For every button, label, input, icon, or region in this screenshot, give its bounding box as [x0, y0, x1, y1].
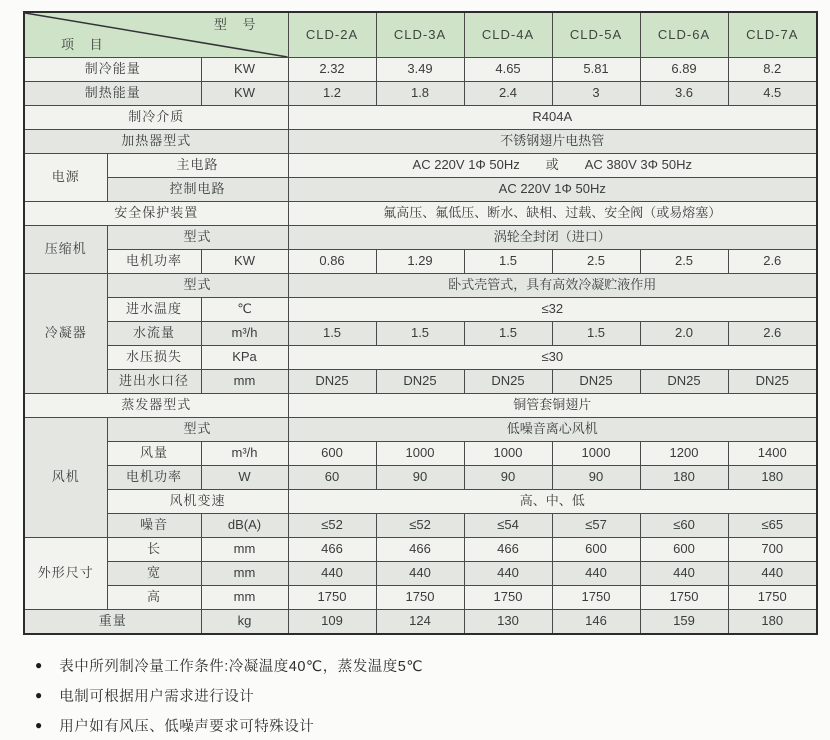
spec-value-cell: 1000 — [464, 442, 552, 466]
spec-value-cell: 2.32 — [288, 58, 376, 82]
row-label: 加热器型式 — [24, 130, 288, 154]
group-label-condenser: 冷凝器 — [24, 274, 107, 394]
column-header-model: CLD-3A — [376, 12, 464, 58]
row-heating-capacity — [24, 82, 817, 106]
row-refrigerant — [24, 106, 817, 130]
group-label-fan: 风机 — [24, 418, 107, 538]
row-label: 主电路 — [107, 154, 288, 178]
spec-value-cell: 466 — [464, 538, 552, 562]
group-label-dimensions: 外形尺寸 — [24, 538, 107, 610]
row-label: 型式 — [107, 418, 288, 442]
bullet-icon: ● — [35, 658, 43, 672]
spec-value-cell: ≤57 — [552, 514, 640, 538]
spec-value-cell: 180 — [640, 466, 728, 490]
spec-value-cell: 高、中、低 — [288, 490, 817, 514]
unit-cell: m³/h — [201, 442, 288, 466]
spec-value-cell: 1.2 — [288, 82, 376, 106]
row-dimension-width — [24, 562, 817, 586]
spec-value-cell: 440 — [552, 562, 640, 586]
spec-value-cell: 1.5 — [552, 322, 640, 346]
spec-value-cell: 不锈钢翅片电热管 — [288, 130, 817, 154]
spec-value-cell: 卧式壳管式，具有高效冷凝贮液作用 — [288, 274, 817, 298]
footnotes — [23, 650, 830, 740]
spec-value-cell: 氟高压、氟低压、断水、缺相、过载、安全阀（或易熔塞） — [288, 202, 817, 226]
spec-value-cell: 440 — [728, 562, 817, 586]
row-label: 制热能量 — [24, 82, 201, 106]
row-condenser-pipe-diameter — [24, 370, 817, 394]
spec-value-cell: AC 220V 1Φ 50Hz — [288, 178, 817, 202]
spec-value-cell: 1750 — [640, 586, 728, 610]
note-item — [35, 680, 830, 710]
spec-value-cell: 1000 — [376, 442, 464, 466]
unit-cell: W — [201, 466, 288, 490]
row-label: 安全保护装置 — [24, 202, 288, 226]
unit-cell: KW — [201, 58, 288, 82]
column-header-model: CLD-6A — [640, 12, 728, 58]
spec-value-cell: 2.6 — [728, 322, 817, 346]
row-label: 型式 — [107, 226, 288, 250]
row-label: 控制电路 — [107, 178, 288, 202]
row-condenser-pressure-loss — [24, 346, 817, 370]
row-dimension-length — [24, 538, 817, 562]
spec-value-cell: ≤60 — [640, 514, 728, 538]
row-label: 风量 — [107, 442, 201, 466]
note-item — [35, 650, 830, 680]
row-label: 进出水口径 — [107, 370, 201, 394]
row-label: 制冷能量 — [24, 58, 201, 82]
spec-value-cell: 1.5 — [376, 322, 464, 346]
note-text: 用户如有风压、低噪声要求可特殊设计 — [59, 718, 315, 735]
spec-value-cell: DN25 — [728, 370, 817, 394]
spec-value-cell: 5.81 — [552, 58, 640, 82]
row-label: 水压损失 — [107, 346, 201, 370]
row-label: 长 — [107, 538, 201, 562]
spec-value-cell: 600 — [552, 538, 640, 562]
row-label: 重量 — [24, 610, 201, 635]
row-label: 宽 — [107, 562, 201, 586]
spec-value-cell: 1.5 — [288, 322, 376, 346]
spec-value-cell: 60 — [288, 466, 376, 490]
spec-value-cell: 180 — [728, 610, 817, 635]
row-label: 噪音 — [107, 514, 201, 538]
unit-cell: KW — [201, 82, 288, 106]
spec-value-cell: 600 — [288, 442, 376, 466]
column-header-model: CLD-2A — [288, 12, 376, 58]
spec-value-cell: 涡轮全封闭（进口） — [288, 226, 817, 250]
spec-value-cell: ≤32 — [288, 298, 817, 322]
spec-value-cell: R404A — [288, 106, 817, 130]
spec-value-cell: 466 — [376, 538, 464, 562]
row-fan-motor-power — [24, 466, 817, 490]
spec-value-cell: 2.5 — [640, 250, 728, 274]
spec-value-cell: 3 — [552, 82, 640, 106]
unit-cell: mm — [201, 562, 288, 586]
spec-value-cell: 低噪音离心风机 — [288, 418, 817, 442]
row-label: 水流量 — [107, 322, 201, 346]
spec-value-cell: 1.8 — [376, 82, 464, 106]
row-label: 蒸发器型式 — [24, 394, 288, 418]
row-compressor-motor — [24, 250, 817, 274]
unit-cell: ℃ — [201, 298, 288, 322]
row-evaporator-type — [24, 394, 817, 418]
corner-item-label: 项 目 — [61, 36, 109, 52]
spec-value-cell: ≤65 — [728, 514, 817, 538]
spec-value-cell: 3.6 — [640, 82, 728, 106]
spec-value-cell: 2.4 — [464, 82, 552, 106]
spec-value-cell: 4.5 — [728, 82, 817, 106]
spec-value-cell: DN25 — [376, 370, 464, 394]
spec-value-cell: 1750 — [376, 586, 464, 610]
spec-value-cell: 铜管套铜翅片 — [288, 394, 817, 418]
column-header-model: CLD-5A — [552, 12, 640, 58]
row-compressor-type — [24, 226, 817, 250]
spec-value-cell: 1.5 — [464, 322, 552, 346]
group-label-power: 电源 — [24, 154, 107, 202]
unit-cell: mm — [201, 586, 288, 610]
spec-value-cell: 124 — [376, 610, 464, 635]
unit-cell: mm — [201, 538, 288, 562]
spec-value-cell: 600 — [640, 538, 728, 562]
spec-value-cell: DN25 — [288, 370, 376, 394]
spec-value-cell: 1400 — [728, 442, 817, 466]
note-text: 电制可根据用户需求进行设计 — [59, 688, 255, 705]
spec-value-cell: 1200 — [640, 442, 728, 466]
bullet-icon: ● — [35, 688, 43, 702]
spec-value-cell: DN25 — [552, 370, 640, 394]
row-label: 进水温度 — [107, 298, 201, 322]
spec-value-cell: 130 — [464, 610, 552, 635]
row-condenser-type — [24, 274, 817, 298]
spec-value-cell: 90 — [464, 466, 552, 490]
unit-cell: m³/h — [201, 322, 288, 346]
spec-value-cell: 109 — [288, 610, 376, 635]
corner-model-label: 型 号 — [213, 17, 262, 32]
spec-value-cell: 1750 — [288, 586, 376, 610]
spec-value-cell: DN25 — [640, 370, 728, 394]
spec-value-cell: 146 — [552, 610, 640, 635]
row-label: 制冷介质 — [24, 106, 288, 130]
row-label: 高 — [107, 586, 201, 610]
row-weight — [24, 610, 817, 635]
spec-value-cell: ≤30 — [288, 346, 817, 370]
spec-value-cell: 2.0 — [640, 322, 728, 346]
row-cooling-capacity — [24, 58, 817, 82]
spec-value-cell: DN25 — [464, 370, 552, 394]
spec-value-cell: 1750 — [552, 586, 640, 610]
row-dimension-height — [24, 586, 817, 610]
spec-value-cell: 1750 — [464, 586, 552, 610]
spec-value-cell: 159 — [640, 610, 728, 635]
spec-value-cell: 90 — [552, 466, 640, 490]
spec-value-cell: 440 — [376, 562, 464, 586]
spec-value-cell: 180 — [728, 466, 817, 490]
row-label: 型式 — [107, 274, 288, 298]
row-condenser-water-flow — [24, 322, 817, 346]
spec-value-cell: 440 — [288, 562, 376, 586]
row-fan-type — [24, 418, 817, 442]
bullet-icon: ● — [35, 718, 43, 732]
unit-cell: KW — [201, 250, 288, 274]
row-power-control — [24, 178, 817, 202]
row-heater-type — [24, 130, 817, 154]
spec-value-cell: 466 — [288, 538, 376, 562]
corner-header-cell — [24, 12, 288, 58]
spec-value-cell: 4.65 — [464, 58, 552, 82]
unit-cell: dB(A) — [201, 514, 288, 538]
group-label-compressor: 压缩机 — [24, 226, 107, 274]
spec-value-cell: ≤54 — [464, 514, 552, 538]
spec-value-cell: 1.5 — [464, 250, 552, 274]
spec-value-cell: 3.49 — [376, 58, 464, 82]
spec-value-cell: 700 — [728, 538, 817, 562]
row-power-main — [24, 154, 817, 178]
spec-value-cell: ≤52 — [376, 514, 464, 538]
unit-cell: mm — [201, 370, 288, 394]
spec-value-cell: 90 — [376, 466, 464, 490]
spec-value-cell: 8.2 — [728, 58, 817, 82]
row-fan-noise — [24, 514, 817, 538]
spec-value-cell: AC 220V 1Φ 50Hz 或 AC 380V 3Φ 50Hz — [288, 154, 817, 178]
table-header-row — [24, 12, 817, 58]
row-label: 电机功率 — [107, 466, 201, 490]
column-header-model: CLD-7A — [728, 12, 817, 58]
row-safety-devices — [24, 202, 817, 226]
spec-value-cell: 440 — [464, 562, 552, 586]
row-label: 风机变速 — [107, 490, 288, 514]
row-label: 电机功率 — [107, 250, 201, 274]
row-condenser-inlet-temp — [24, 298, 817, 322]
spec-value-cell: ≤52 — [288, 514, 376, 538]
unit-cell: kg — [201, 610, 288, 635]
spec-value-cell: 2.5 — [552, 250, 640, 274]
unit-cell: KPa — [201, 346, 288, 370]
spec-value-cell: 6.89 — [640, 58, 728, 82]
spec-value-cell: 0.86 — [288, 250, 376, 274]
spec-table — [23, 11, 818, 635]
spec-value-cell: 1.29 — [376, 250, 464, 274]
spec-value-cell: 440 — [640, 562, 728, 586]
spec-value-cell: 1750 — [728, 586, 817, 610]
spec-value-cell: 2.6 — [728, 250, 817, 274]
row-fan-air-volume — [24, 442, 817, 466]
row-fan-speed — [24, 490, 817, 514]
spec-value-cell: 1000 — [552, 442, 640, 466]
note-text: 表中所列制冷量工作条件:冷凝温度40℃，蒸发温度5℃ — [59, 658, 424, 675]
column-header-model: CLD-4A — [464, 12, 552, 58]
